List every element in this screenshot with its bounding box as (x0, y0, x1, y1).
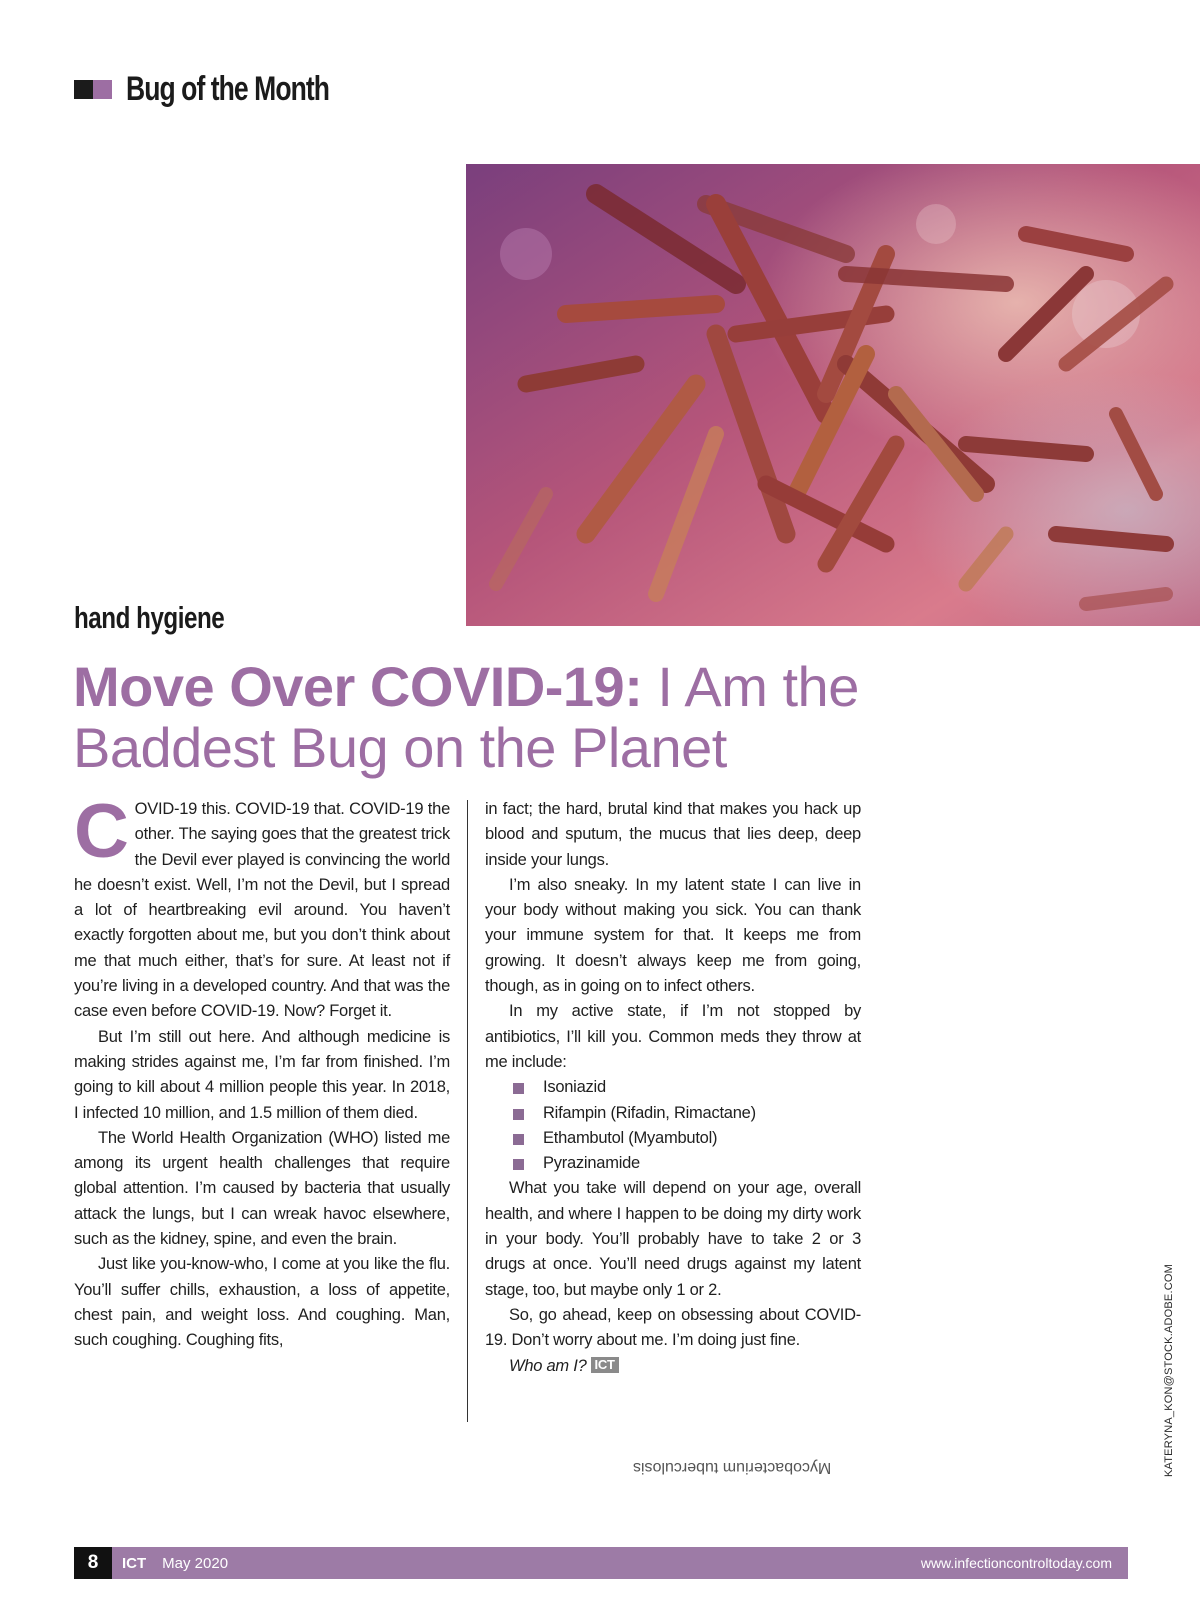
section-header (74, 70, 386, 109)
paragraph-text: OVID-19 this. COVID-19 that. COVID-19 the other. The saying goes that the greatest trick the Devil ever played is convincing the world he doesn’t exist. Well, I’m not the Devil, but I spread a lot of heartbreaking evil around. You haven’t exactly forgotten about me, but you don’t think about me that much either, that’s for sure. At least not if you’re living in a developed country. And that was the case even before COVID-19. Now? Forget it. (74, 800, 450, 1021)
ict-logo-icon: ICT (591, 1357, 619, 1373)
paragraph (74, 789, 450, 1025)
publication-name: ICT (122, 1554, 147, 1572)
issue-date: May 2020 (162, 1554, 229, 1572)
list-item: Pyrazinamide (485, 1151, 861, 1176)
drug-list (485, 1075, 861, 1176)
paragraph: In my active state, if I’m not stopped by antibiotics, I’ll kill you. Common meds they throw at me include: (485, 1002, 861, 1071)
article-column-1 (74, 789, 450, 1354)
list-item: Isoniazid (485, 1075, 861, 1100)
article-kicker: hand hygiene (74, 600, 225, 635)
bacteria-hero-image (466, 164, 1200, 626)
section-marker-accent-icon (93, 80, 112, 99)
paragraph: What you take will depend on your age, overall health, and where I happen to be doing my dirty work in your body. You’ll probably have to take 2 or 3 drugs at once. You’ll need drugs against my latent stage, too, but maybe only 1 or 2. (485, 1179, 861, 1299)
list-item: Ethambutol (Myambutol) (485, 1126, 861, 1151)
paragraph: So, go ahead, keep on obsessing about COVID-19. Don’t worry about me. I’m doing just fine. (485, 1305, 861, 1350)
paragraph: in fact; the hard, brutal kind that makes you hack up blood and sputum, the mucus that lies deep, deep inside your lungs. (485, 800, 861, 869)
column-divider (467, 800, 468, 1422)
section-title: Bug of the Month (126, 70, 330, 108)
article-headline (73, 656, 873, 778)
page-number: 8 (74, 1547, 112, 1579)
paragraph: Just like you-know-who, I come at you like the flu. You’ll suffer chills, exhaustion, a loss of appetite, chest pain, and weight loss. And coughing. Man, such coughing. Coughing fits, (74, 1255, 450, 1350)
who-am-i-text: Who am I? (509, 1356, 587, 1375)
paragraph: I’m also sneaky. In my latent state I can live in your body without making you sick. You can thank your immune system for that. It keeps me from growing. It doesn’t always keep me from going, though, as in going on to infect others. (485, 875, 861, 996)
article-column-2 (485, 797, 861, 1379)
page-footer (74, 1547, 1128, 1579)
photo-credit: KATERYNA_KON@STOCK.ADOBE.COM (1163, 1264, 1175, 1477)
paragraph: But I’m still out here. And although medicine is making strides against me, I’m far from finished. I’m going to kill about 4 million people this year. In 2018, I infected 10 million, and 1.5 million of them died. (74, 1027, 450, 1122)
paragraph: The World Health Organization (WHO) listed me among its urgent health challenges that require global attention. I’m caused by bacteria that usually attack the lungs, but I can wreak havoc elsewhere, such as the kidney, spine, and even the brain. (74, 1128, 450, 1249)
drop-cap: C (74, 789, 129, 874)
headline-bold: Move Over COVID-19: (73, 655, 643, 718)
list-item: Rifampin (Rifadin, Rimactane) (485, 1101, 861, 1126)
who-am-i-line (485, 1354, 861, 1379)
section-marker-icon (74, 80, 93, 99)
website-url[interactable]: www.infectioncontroltoday.com (920, 1555, 1112, 1571)
headline-rest: I Am the Baddest Bug on the Planet (73, 655, 859, 779)
upside-down-answer: Mycobacterium tuberculosis (633, 1459, 832, 1476)
